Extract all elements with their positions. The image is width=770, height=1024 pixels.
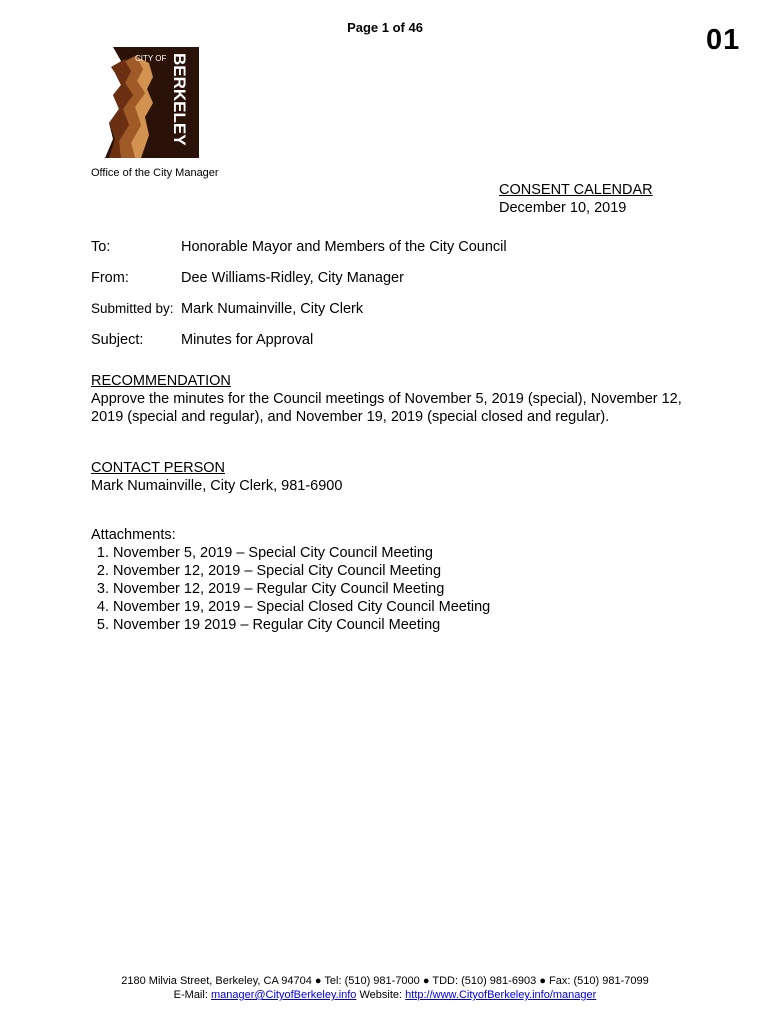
- consent-calendar-label: CONSENT CALENDAR: [499, 182, 653, 198]
- memo-row-submitted-by: [91, 301, 363, 317]
- memo-row-to: [91, 239, 507, 255]
- footer-website-link[interactable]: http://www.CityofBerkeley.info/manager: [405, 989, 597, 1001]
- recommendation-section: [91, 372, 691, 426]
- attachment-item: 5. November 19 2019 – Regular City Council Meeting: [113, 616, 490, 634]
- attachment-item: 1. November 5, 2019 – Special City Council Meeting: [113, 544, 490, 562]
- memo-label: Subject:: [91, 332, 144, 348]
- footer-email-label: E-Mail:: [173, 989, 208, 1001]
- footer-contact-line: [0, 988, 770, 1002]
- footer: [0, 974, 770, 1002]
- contact-section: [91, 459, 691, 495]
- logo-text-city-of: CITY OF: [135, 54, 167, 63]
- consent-date: December 10, 2019: [499, 200, 627, 216]
- recommendation-heading: RECOMMENDATION: [91, 373, 231, 389]
- logo-text-berkeley: BERKELEY: [170, 53, 189, 146]
- footer-email-link[interactable]: manager@CityofBerkeley.info: [210, 989, 357, 1001]
- attachment-item: 4. November 19, 2019 – Special Closed City Council Meeting: [113, 598, 490, 616]
- agenda-item-number: 01: [706, 24, 741, 56]
- contact-heading: CONTACT PERSON: [91, 460, 226, 476]
- consent-calendar-block: [499, 181, 653, 217]
- recommendation-text: Approve the minutes for the Council meetings of November 5, 2019 (special), November 12, 2019 (special and regular), and November 19, 2019 (special closed and regular).: [91, 391, 682, 425]
- memo-value: Mark Numainville, City Clerk: [181, 301, 364, 317]
- footer-website-label: Website:: [359, 989, 403, 1001]
- memo-label: From:: [91, 270, 129, 286]
- attachments-list: [91, 544, 490, 634]
- attachments-heading: Attachments:: [91, 527, 176, 543]
- memo-value: Minutes for Approval: [181, 332, 314, 348]
- memo-row-from: [91, 270, 404, 286]
- memo-value: Dee Williams-Ridley, City Manager: [181, 270, 404, 286]
- attachments-section: [91, 526, 490, 634]
- office-name: Office of the City Manager: [91, 167, 219, 179]
- footer-address: 2180 Milvia Street, Berkeley, CA 94704 ● Tel: (510) 981-7000 ● TDD: (510) 981-6903 ● Fax: (510) 981-7099: [121, 975, 649, 987]
- attachment-item: 2. November 12, 2019 – Special City Council Meeting: [113, 562, 490, 580]
- contact-text: Mark Numainville, City Clerk, 981-6900: [91, 478, 343, 494]
- memo-row-subject: [91, 332, 313, 348]
- memo-label: To:: [91, 239, 111, 255]
- page-number: Page 1 of 46: [347, 20, 423, 35]
- memo-label: Submitted by:: [91, 301, 174, 316]
- city-of-berkeley-logo: [91, 47, 199, 158]
- attachment-item: 3. November 12, 2019 – Regular City Council Meeting: [113, 580, 490, 598]
- memo-value: Honorable Mayor and Members of the City Council: [181, 239, 507, 255]
